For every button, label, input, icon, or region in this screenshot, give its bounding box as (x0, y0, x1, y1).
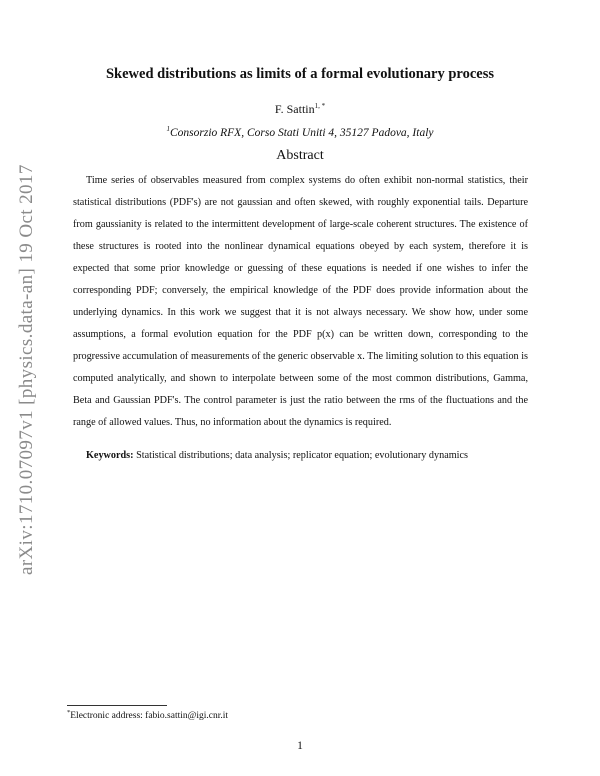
keywords-line (86, 448, 531, 464)
affiliation-line (0, 125, 600, 139)
footnote (67, 709, 228, 721)
footnote-mark: * (67, 709, 71, 716)
author-name: F. Sattin (274, 102, 315, 116)
page-number: 1 (297, 740, 303, 752)
footnote-text: Electronic address: fabio.sattin@igi.cnr.it (70, 711, 229, 722)
keywords-label: Keywords: (86, 450, 134, 461)
abstract-body: Time series of observables measured from complex systems do often exhibit non-normal statistics, their statistical distributions (PDF's) are not gaussian and often skewed, with roughly exponential tails. Departure from gaussianity is related to the intermittent development of large-scale coherent structures. The existence of these structures is rooted into the nonlinear dynamical equations obeyed by each system, therefore it is expected that some prior knowledge or guessing of these equations is needed if one wishes to infer the corresponding PDF; conversely, the empirical knowledge of the PDF does provide information about the underlying dynamics. In this work we suggest that it is not always necessary. We show how, under some assumptions, a formal evolution equation for the PDF p(x) can be written down, corresponding to the progressive accumulation of measurements of the generic observable x. The limiting solution to this equation is computed analytically, and shown to interpolate between some of the most common distributions, Gamma, Beta and Gaussian PDF's. The control parameter is just the ratio between the rms of the fluctuations and the range of allowed values. Thus, no information about the dynamics is required. (73, 175, 528, 428)
footnote-divider (67, 705, 167, 706)
affiliation-mark: 1 (166, 125, 170, 133)
keywords-text: Statistical distributions; data analysis; replicator equation; evolutionary dynamics (136, 450, 468, 461)
affiliation-text: Consorzio RFX, Corso Stati Uniti 4, 35127 Padova, Italy (169, 126, 434, 139)
author-line (0, 102, 600, 117)
author-mark: 1, * (314, 102, 326, 110)
abstract-heading: Abstract (276, 148, 324, 163)
paper-title: Skewed distributions as limits of a formal evolutionary process (105, 66, 495, 82)
arxiv-identifier: arXiv:1710.07097v1 [physics.data-an] 19 Oct 2017 (16, 164, 37, 575)
